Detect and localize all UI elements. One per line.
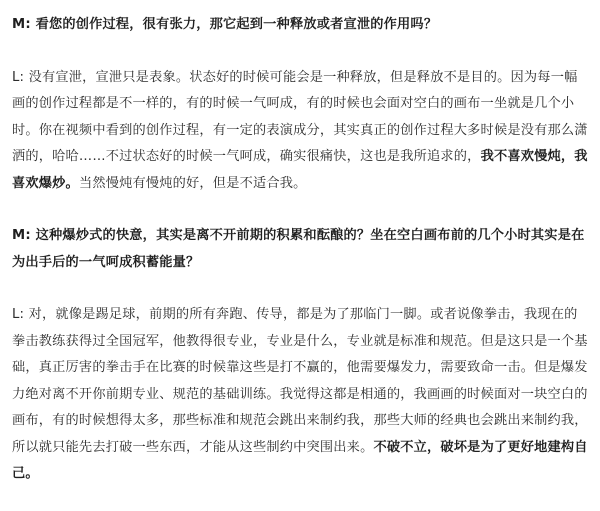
answer-1 (12, 65, 588, 198)
question-1: M: 看您的创作过程，很有张力，那它起到一种释放或者宣泄的作用吗？ (12, 17, 438, 32)
answer-2-bold: 不破不立，破坏是为了更好地建构自己。 (12, 439, 588, 481)
answer-1-bold: 我不喜欢慢炖，我喜欢爆炒。 (12, 149, 588, 191)
answer-2-text: L: 对，就像是踢足球，前期的所有奔跑、传导，都是为了那临门一脚。或者说像拳击，我现在的拳击教练获得过全国冠军，他教得很专业，专业是什么，专业就是标准和规范。但是这只是一个基础，真正厉害的拳击手在比赛的时候靠这些是打不赢的，他需要爆发力，需要致命一击。但是爆发力绝对离不开你前期专业、规范的基础训练。我觉得这都是相通的，我画画的时候面对一块空白的画布，有的时候想得太多，那些标准和规范会跳出来制约我，那些大师的经典也会跳出来制约我，所以就只能先去打破一些东西，才能从这些制约中突围出来。 (12, 307, 588, 455)
question-2: M: 这种爆炒式的快意，其实是离不开前期的积累和酝酿的？坐在空白画布前的几个小时其实是在为出手后的一气呵成积蓄能量？ (12, 228, 585, 270)
answer-2 (12, 302, 588, 488)
answer-1-text: L: 没有宣泄，宣泄只是表象。状态好的时候可能会是一种释放，但是释放不是目的。因为每一幅画的创作过程都是不一样的，有的时候一气呵成，有的时候也会面对空白的画布一坐就是几个小时。你在视频中看到的创作过程，有一定的表演成分，其实真正的创作过程大多时候是没有那么潇洒的，哈哈……不过状态好的时候一气呵成，确实很痛快，这也是我所追求的， (12, 69, 588, 164)
answer-1-tail: 当然慢炖有慢炖的好，但是不适合我。 (78, 175, 307, 191)
